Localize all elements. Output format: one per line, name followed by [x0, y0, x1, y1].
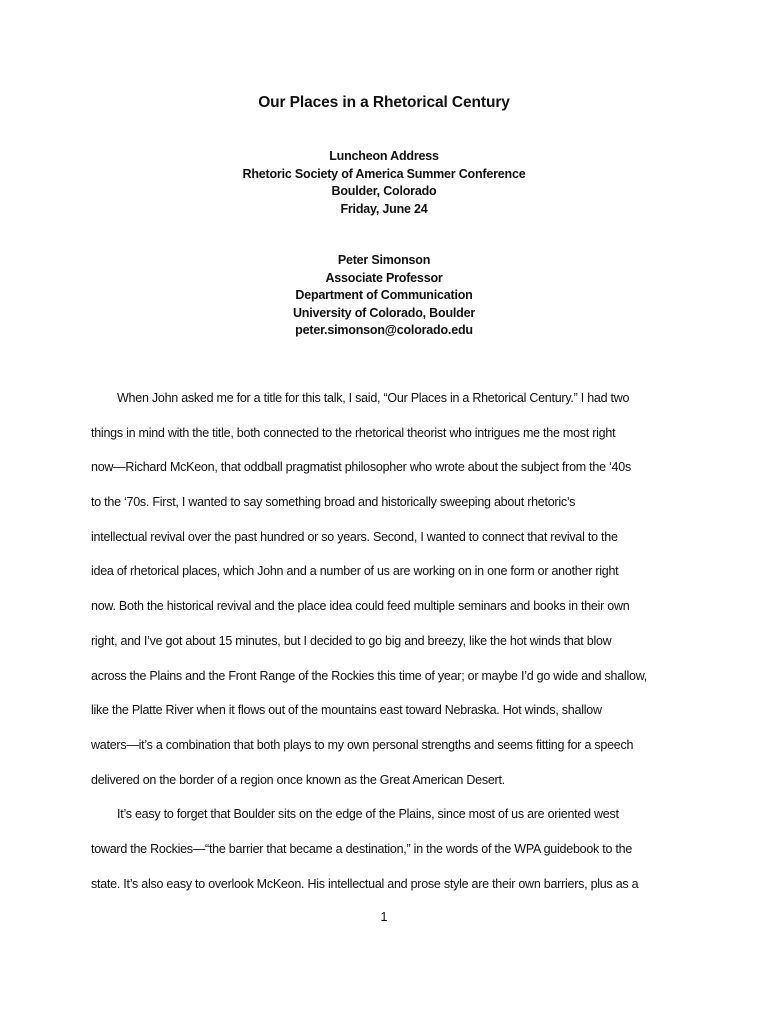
- body-line: now—Richard McKeon, that oddball pragmatist philosopher who wrote about the subject from the ‘40s: [91, 460, 631, 475]
- page-number: 1: [380, 910, 388, 924]
- body-line: now. Both the historical revival and the place idea could feed multiple seminars and books in their own: [91, 599, 630, 614]
- body-line: to the ‘70s. First, I wanted to say something broad and historically sweeping about rhetoric’s: [91, 495, 576, 510]
- body-line: It’s easy to forget that Boulder sits on the edge of the Plains, since most of us are oriented west: [117, 807, 619, 822]
- body-line: idea of rhetorical places, which John and a number of us are working on in one form or another right: [91, 564, 619, 579]
- author-name: Peter Simonson: [337, 253, 431, 267]
- address-date: Friday, June 24: [340, 201, 428, 216]
- body-line: When John asked me for a title for this talk, I said, “Our Places in a Rhetorical Century.” I had two: [117, 391, 630, 405]
- address-location: Boulder, Colorado: [331, 184, 437, 198]
- author-university: University of Colorado, Boulder: [292, 305, 475, 320]
- body-line: across the Plains and the Front Range of the Rockies this time of year; or maybe I’d go wide and shallow,: [91, 668, 648, 683]
- address-conference: Rhetoric Society of America Summer Conference: [242, 166, 526, 181]
- body-line: things in mind with the title, both connected to the rhetorical theorist who intrigues me the most right: [91, 425, 616, 440]
- document-title: Our Places in a Rhetorical Century: [258, 94, 510, 111]
- body-line: like the Platte River when it flows out of the mountains east toward Nebraska. Hot winds, shallow: [91, 703, 602, 718]
- body-line: toward the Rockies—“the barrier that became a destination,” in the words of the WPA guidebook to the: [91, 841, 633, 856]
- author-department: Department of Communication: [295, 288, 473, 302]
- author-block: [0, 252, 768, 340]
- body-line: waters—it’s a combination that both plays to my own personal strengths and seems fitting for a speech: [91, 737, 634, 752]
- address-block: [0, 148, 768, 218]
- body-line: state. It’s also easy to overlook McKeon. His intellectual and prose style are their own barriers, plus as a: [91, 876, 639, 891]
- author-title: Associate Professor: [325, 270, 443, 285]
- body-line: right, and I’ve got about 15 minutes, but I decided to go big and breezy, like the hot winds that blow: [91, 633, 612, 648]
- body-text: [91, 388, 681, 908]
- body-line: delivered on the border of a region once known as the Great American Desert.: [91, 772, 505, 787]
- body-line: intellectual revival over the past hundred or so years. Second, I wanted to connect that revival to the: [91, 529, 618, 544]
- author-email: peter.simonson@colorado.edu: [295, 323, 473, 337]
- address-event: Luncheon Address: [329, 149, 439, 163]
